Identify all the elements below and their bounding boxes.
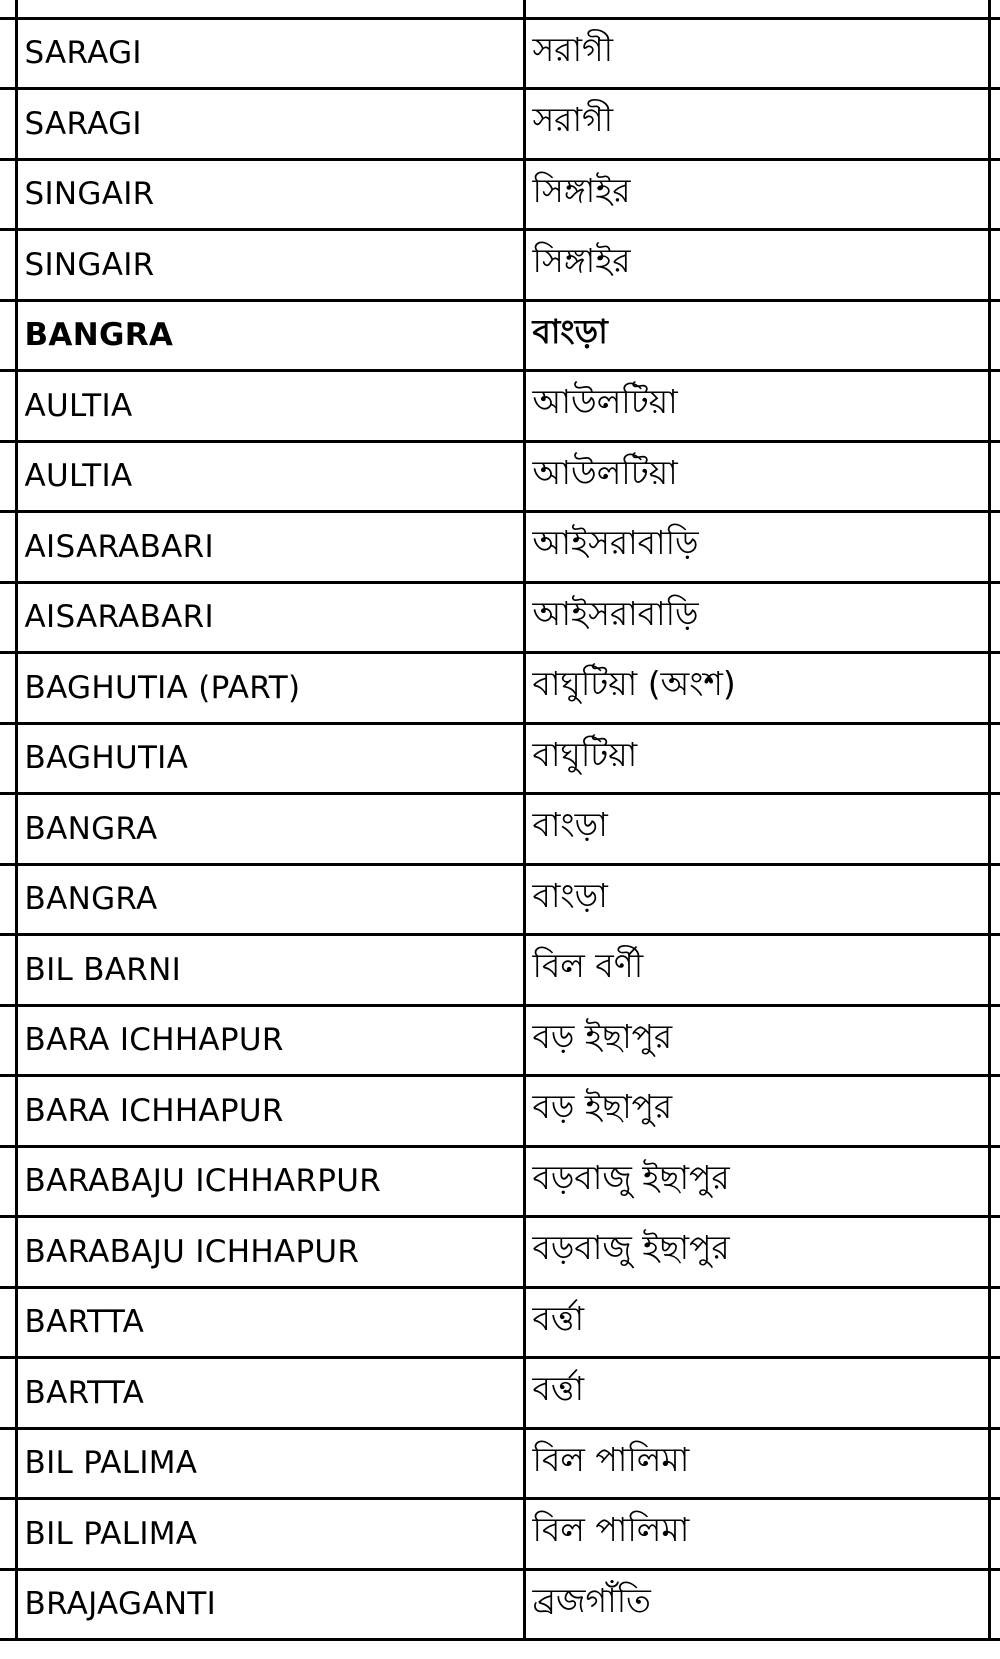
- english-name-cell: BANGRA: [16, 864, 524, 935]
- table-row: [0, 582, 1000, 653]
- bengali-name-cell: বিল বর্ণী: [524, 935, 989, 1006]
- row-right-edge-cell: [989, 159, 1000, 230]
- row-right-edge-cell: [989, 512, 1000, 583]
- bengali-name-cell: আইসরাবাড়ি: [524, 512, 989, 583]
- english-name-cell: BAGHUTIA: [16, 723, 524, 794]
- row-right-edge-cell: [989, 230, 1000, 301]
- row-right-edge-cell: [989, 1217, 1000, 1288]
- table-row: [0, 371, 1000, 442]
- table-row: [0, 230, 1000, 301]
- row-right-edge-cell: [989, 18, 1000, 89]
- row-left-edge-cell: [0, 1146, 16, 1217]
- table-row: [0, 1076, 1000, 1147]
- table-row: [0, 1358, 1000, 1429]
- bengali-name-cell: বড় ইছাপুর: [524, 1076, 989, 1147]
- row-right-edge-cell: [989, 582, 1000, 653]
- bengali-name-cell: বাঘুটিয়া: [524, 723, 989, 794]
- row-right-edge-cell: [989, 1358, 1000, 1429]
- table-row: [0, 159, 1000, 230]
- row-left-edge-cell: [0, 794, 16, 865]
- row-right-edge-cell: [989, 371, 1000, 442]
- row-left-edge-cell: [0, 1005, 16, 1076]
- row-left-edge-cell: [0, 300, 16, 371]
- english-name-cell: BIL BARNI: [16, 935, 524, 1006]
- english-name-cell: SARAGI: [16, 89, 524, 160]
- bengali-name-cell: সরাগী: [524, 89, 989, 160]
- english-name-cell: BANGRA: [16, 794, 524, 865]
- table-row: [0, 18, 1000, 89]
- row-right-edge-cell: [989, 1287, 1000, 1358]
- table-row: [0, 1146, 1000, 1217]
- row-left-edge-cell: [0, 441, 16, 512]
- table-row: [0, 89, 1000, 160]
- row-left-edge-cell: [0, 653, 16, 724]
- bengali-name-cell: আউলটিয়া: [524, 371, 989, 442]
- english-name-cell: BARTTA: [16, 1287, 524, 1358]
- bengali-name-cell: সরাগী: [524, 18, 989, 89]
- table-row: [0, 1287, 1000, 1358]
- bengali-name-cell: বিল পালিমা: [524, 1428, 989, 1499]
- row-left-edge-cell: [0, 1217, 16, 1288]
- row-left-edge-cell: [0, 723, 16, 794]
- english-name-cell: BARABAJU ICHHAPUR: [16, 1217, 524, 1288]
- bengali-name-cell: আউলটিয়া: [524, 441, 989, 512]
- row-left-edge-cell: [0, 1287, 16, 1358]
- english-name-cell: AULTIA: [16, 371, 524, 442]
- bengali-name-cell: বর্ত্তা: [524, 1287, 989, 1358]
- row-left-edge-cell: [0, 1569, 16, 1640]
- english-name-cell: SARAGI: [16, 18, 524, 89]
- row-left-edge-cell: [0, 582, 16, 653]
- row-left-edge-cell: [0, 371, 16, 442]
- english-name-cell: BARABAJU ICHHARPUR: [16, 1146, 524, 1217]
- row-left-edge-cell: [0, 18, 16, 89]
- row-right-edge-cell: [989, 441, 1000, 512]
- row-left-edge-cell: [0, 0, 16, 18]
- english-name-cell: BANGRA: [16, 300, 524, 371]
- english-name-cell: BRAJAGANTI: [16, 1569, 524, 1640]
- row-left-edge-cell: [0, 864, 16, 935]
- bengali-name-cell: বাঘুটিয়া (অংশ): [524, 653, 989, 724]
- row-right-edge-cell: [989, 300, 1000, 371]
- english-name-cell: BAGHUTIA (PART): [16, 653, 524, 724]
- english-name-cell: [16, 0, 524, 18]
- row-right-edge-cell: [989, 1499, 1000, 1570]
- bengali-name-cell: বড়বাজু ইছাপুর: [524, 1217, 989, 1288]
- bengali-name-cell: ব্রজগাঁতি: [524, 1569, 989, 1640]
- bengali-name-cell: আইসরাবাড়ি: [524, 582, 989, 653]
- english-name-cell: AISARABARI: [16, 512, 524, 583]
- table-row: [0, 441, 1000, 512]
- bengali-name-cell: বাংড়া: [524, 794, 989, 865]
- english-name-cell: BIL PALIMA: [16, 1428, 524, 1499]
- row-right-edge-cell: [989, 794, 1000, 865]
- english-name-cell: AISARABARI: [16, 582, 524, 653]
- table-row: [0, 1217, 1000, 1288]
- row-left-edge-cell: [0, 1358, 16, 1429]
- english-name-cell: BARTTA: [16, 1358, 524, 1429]
- row-left-edge-cell: [0, 935, 16, 1006]
- table-row: [0, 512, 1000, 583]
- table-row: [0, 653, 1000, 724]
- table-row: [0, 723, 1000, 794]
- english-name-cell: BIL PALIMA: [16, 1499, 524, 1570]
- row-right-edge-cell: [989, 1005, 1000, 1076]
- table-row: [0, 1499, 1000, 1570]
- row-right-edge-cell: [989, 0, 1000, 18]
- row-left-edge-cell: [0, 159, 16, 230]
- english-name-cell: BARA ICHHAPUR: [16, 1076, 524, 1147]
- row-right-edge-cell: [989, 935, 1000, 1006]
- table-row: [0, 1569, 1000, 1640]
- english-name-cell: SINGAIR: [16, 159, 524, 230]
- row-left-edge-cell: [0, 1076, 16, 1147]
- table-row: [0, 794, 1000, 865]
- bengali-name-cell: বর্ত্তা: [524, 1358, 989, 1429]
- bengali-name-cell: [524, 0, 989, 18]
- row-left-edge-cell: [0, 89, 16, 160]
- table-row: [0, 300, 1000, 371]
- row-right-edge-cell: [989, 89, 1000, 160]
- bengali-name-cell: সিঙ্গাইর: [524, 159, 989, 230]
- row-right-edge-cell: [989, 723, 1000, 794]
- table-row: [0, 935, 1000, 1006]
- table-row: [0, 0, 1000, 18]
- bengali-name-cell: সিঙ্গাইর: [524, 230, 989, 301]
- table-row: [0, 1005, 1000, 1076]
- bengali-name-cell: বড়বাজু ইছাপুর: [524, 1146, 989, 1217]
- bengali-name-cell: বাংড়া: [524, 300, 989, 371]
- english-name-cell: SINGAIR: [16, 230, 524, 301]
- bengali-name-cell: বাংড়া: [524, 864, 989, 935]
- english-name-cell: BARA ICHHAPUR: [16, 1005, 524, 1076]
- row-right-edge-cell: [989, 1569, 1000, 1640]
- bengali-name-cell: বিল পালিমা: [524, 1499, 989, 1570]
- bengali-name-cell: বড় ইছাপুর: [524, 1005, 989, 1076]
- row-right-edge-cell: [989, 653, 1000, 724]
- row-right-edge-cell: [989, 1146, 1000, 1217]
- row-right-edge-cell: [989, 1428, 1000, 1499]
- row-left-edge-cell: [0, 1499, 16, 1570]
- row-left-edge-cell: [0, 230, 16, 301]
- row-right-edge-cell: [989, 1076, 1000, 1147]
- english-name-cell: AULTIA: [16, 441, 524, 512]
- row-left-edge-cell: [0, 512, 16, 583]
- row-left-edge-cell: [0, 1428, 16, 1499]
- table-row: [0, 1428, 1000, 1499]
- row-right-edge-cell: [989, 864, 1000, 935]
- table-row: [0, 864, 1000, 935]
